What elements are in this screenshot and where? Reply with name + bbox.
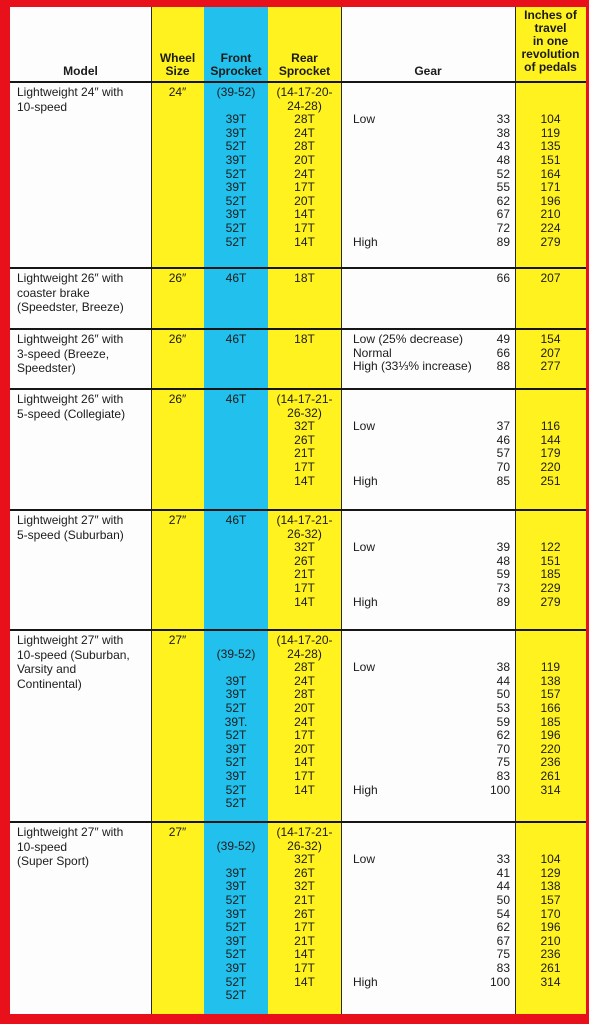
inches-travel-value: 164 — [540, 166, 561, 181]
model-description: Lightweight 27″ with — [17, 513, 124, 527]
front-sprocket-value: 39T — [225, 933, 247, 948]
inches-travel-value: 119 — [540, 125, 561, 140]
rear-sprocket-value: 18T — [294, 332, 315, 346]
rear-sprocket-value: 28T — [294, 687, 315, 702]
rear-sprocket-value: 14T — [294, 782, 315, 797]
front-sprocket-value: 39T — [225, 769, 247, 783]
gear-label: High — [353, 782, 378, 797]
wheel-size-value: 27″ — [168, 513, 187, 527]
model-description: Lightweight 26″ with — [17, 392, 124, 406]
inches-travel-value: 116 — [540, 419, 561, 434]
inches-travel-value: 154 — [540, 332, 561, 346]
rear-sprocket-value: 17T — [294, 581, 315, 595]
gear-ratio-value: 70 — [496, 460, 510, 474]
gear-ratio-value: 49 — [496, 332, 510, 346]
rear-sprocket-value: 21T — [294, 933, 315, 948]
model-description: Lightweight 27″ with — [17, 633, 124, 647]
rear-sprocket-value: (14-17-21- — [276, 392, 333, 406]
rear-sprocket-value: 14T — [294, 947, 315, 962]
model-description: Lightweight 24″ with — [17, 85, 124, 99]
header-rear-line: Sprocket — [278, 64, 331, 78]
rear-sprocket-value: 17T — [294, 961, 315, 975]
header-divider — [10, 81, 586, 83]
inches-travel-value: 279 — [540, 234, 561, 249]
header-inches-of-travel — [515, 9, 586, 74]
rear-sprocket-value: 20T — [294, 193, 315, 208]
gear-ratio-value: 52 — [496, 166, 510, 181]
rear-sprocket-value: 14T — [294, 974, 315, 989]
gear-ratio-value: 62 — [496, 728, 510, 743]
rear-sprocket-value: 17T — [294, 920, 315, 935]
front-sprocket-value: 52T — [225, 166, 247, 181]
inches-travel-value: 251 — [540, 473, 561, 488]
gear-ratio-value: 62 — [496, 193, 510, 208]
rear-sprocket-value: 32T — [294, 852, 315, 867]
wheel-size-value: 26″ — [168, 392, 187, 406]
front-sprocket-value: 52T — [225, 139, 247, 154]
front-sprocket-value: 52T — [225, 974, 247, 989]
gear-ratio-value: 88 — [496, 359, 510, 374]
header-front-sprocket — [204, 52, 268, 78]
section-divider — [10, 821, 586, 823]
gear-label: High — [353, 473, 378, 488]
gear-label: Low — [353, 852, 376, 867]
front-sprocket-value: 52T — [225, 782, 247, 797]
inches-travel-value: 279 — [540, 594, 561, 609]
model-description: (Speedster, Breeze) — [17, 300, 124, 314]
rear-sprocket-value: (14-17-20- — [276, 633, 333, 647]
gear-ratio-value: 83 — [496, 769, 510, 783]
inches-travel-value: 261 — [540, 961, 561, 975]
rear-sprocket-value: 18T — [294, 271, 315, 285]
rear-sprocket-value: 21T — [294, 893, 315, 907]
front-sprocket-value: 39T — [225, 865, 247, 880]
gear-ratio-value: 83 — [496, 961, 510, 975]
inches-travel-value: 210 — [540, 207, 561, 222]
rear-sprocket-value: 17T — [294, 460, 315, 474]
model-description: coaster brake — [17, 285, 90, 300]
gear-ratio-value: 59 — [496, 714, 510, 729]
model-description: 5-speed (Suburban) — [17, 527, 124, 542]
rear-sprocket-value: 24-28) — [287, 646, 322, 661]
inches-travel-value: 207 — [540, 271, 561, 285]
gear-chart-table — [10, 7, 586, 1014]
front-sprocket-value: 39T. — [224, 714, 248, 729]
gear-ratio-value: 67 — [496, 933, 510, 948]
gear-ratio-value: 100 — [489, 782, 510, 797]
section-divider — [10, 509, 586, 511]
rear-sprocket-value: 14T — [294, 473, 315, 488]
gear-ratio-value: 89 — [496, 234, 510, 249]
gear-ratio-value: 53 — [496, 701, 510, 715]
rear-sprocket-value: 20T — [294, 701, 315, 715]
gear-ratio-value: 66 — [496, 271, 510, 285]
inches-travel-value: 229 — [540, 581, 561, 595]
rear-sprocket-value: 17T — [294, 769, 315, 783]
inches-travel-value: 135 — [540, 139, 561, 154]
inches-travel-value: 138 — [540, 673, 561, 688]
gear-ratio-value: 33 — [496, 112, 510, 127]
rear-sprocket-value: 14T — [294, 234, 315, 249]
model-description: 10-speed (Suburban, — [17, 647, 130, 662]
model-description: Lightweight 26″ with — [17, 271, 124, 285]
front-sprocket-value: 52T — [225, 728, 247, 743]
inches-travel-value: 196 — [540, 920, 561, 935]
front-sprocket-value: 52T — [225, 193, 247, 208]
inches-travel-value: 138 — [540, 879, 561, 894]
gear-ratio-value: 54 — [496, 906, 510, 921]
inches-travel-value: 104 — [540, 112, 561, 127]
inches-travel-value: 277 — [540, 359, 561, 374]
header-model: Model — [63, 64, 98, 78]
rear-sprocket-value: 26-32) — [287, 526, 322, 541]
gear-ratio-value: 44 — [496, 673, 510, 688]
gear-label: Low (25% decrease) — [353, 332, 464, 346]
rear-sprocket-value: 24-28) — [287, 98, 322, 113]
gear-ratio-value: 75 — [496, 755, 510, 770]
header-wheel-line: Wheel — [159, 51, 196, 65]
inches-travel-value: 144 — [540, 432, 561, 447]
inches-travel-value: 179 — [540, 446, 561, 461]
inches-travel-value: 119 — [540, 660, 561, 675]
wheel-size-value: 27″ — [168, 633, 187, 647]
front-sprocket-value: 39T — [225, 687, 247, 702]
front-sprocket-value: 39T — [225, 207, 247, 222]
rear-sprocket-value: 24T — [294, 673, 315, 688]
inches-travel-value: 314 — [540, 974, 561, 989]
gear-label: Low — [353, 660, 376, 675]
inches-travel-value: 261 — [540, 769, 561, 783]
front-sprocket-value: 52T — [225, 755, 247, 770]
gear-ratio-value: 72 — [496, 221, 510, 235]
inches-travel-value: 185 — [540, 567, 561, 582]
rear-sprocket-value: 20T — [294, 153, 315, 167]
front-sprocket-value: 39T — [225, 180, 247, 195]
header-wheel-size — [151, 52, 204, 78]
front-sprocket-value: 46T — [225, 332, 247, 346]
section-divider — [10, 629, 586, 631]
rear-sprocket-value: 26T — [294, 906, 315, 921]
rear-sprocket-value: 26-32) — [287, 838, 322, 853]
section-divider — [10, 328, 586, 330]
gear-ratio-value: 50 — [496, 893, 510, 907]
front-sprocket-value: 39T — [225, 112, 247, 127]
header-inches-line: revolution — [521, 47, 580, 61]
rear-sprocket-value: 26T — [294, 553, 315, 568]
inches-travel-value: 104 — [540, 852, 561, 867]
gear-ratio-value: 55 — [496, 180, 510, 195]
gear-ratio-value: 73 — [496, 581, 510, 595]
gear-ratio-value: 38 — [496, 125, 510, 140]
rear-sprocket-value: 24T — [294, 166, 315, 181]
rear-sprocket-value: 28T — [294, 660, 315, 675]
gear-ratio-value: 75 — [496, 947, 510, 962]
inches-travel-value: 196 — [540, 193, 561, 208]
inches-travel-value: 170 — [540, 906, 561, 921]
inches-travel-value: 171 — [540, 180, 561, 195]
model-description: 10-speed — [17, 99, 68, 114]
wheel-size-value: 27″ — [168, 825, 187, 839]
front-sprocket-value: 52T — [225, 988, 247, 1003]
rear-sprocket-value: 14T — [294, 755, 315, 770]
header-inches-line: of pedals — [524, 60, 577, 74]
header-inches-line: travel — [534, 21, 567, 35]
inches-travel-value: 129 — [540, 865, 561, 880]
inches-travel-value: 157 — [540, 893, 561, 907]
inches-travel-value: 122 — [540, 540, 561, 555]
header-wheel-line: Size — [165, 64, 190, 78]
gear-ratio-value: 59 — [496, 567, 510, 582]
gear-ratio-value: 37 — [496, 419, 510, 434]
gear-ratio-value: 38 — [496, 660, 510, 675]
section-divider — [10, 388, 586, 390]
rear-sprocket-value: 20T — [294, 741, 315, 756]
inches-travel-value: 196 — [540, 728, 561, 743]
gear-ratio-value: 41 — [496, 865, 510, 880]
inches-travel-value: 236 — [540, 755, 561, 770]
gear-ratio-value: 66 — [496, 345, 510, 360]
gear-ratio-value: 44 — [496, 879, 510, 894]
inches-travel-value: 314 — [540, 782, 561, 797]
inches-travel-value: 236 — [540, 947, 561, 962]
front-sprocket-value: 46T — [225, 513, 247, 527]
rear-sprocket-value: 32T — [294, 879, 315, 894]
gear-label: High — [353, 594, 378, 609]
gear-label: Low — [353, 419, 376, 434]
gear-ratio-value: 33 — [496, 852, 510, 867]
front-sprocket-value: 52T — [225, 947, 247, 962]
inches-travel-value: 185 — [540, 714, 561, 729]
gear-ratio-value: 43 — [496, 139, 510, 154]
section-divider — [10, 267, 586, 269]
rear-sprocket-value: (14-17-20- — [276, 85, 333, 99]
front-sprocket-value: (39-52) — [216, 646, 256, 661]
rear-sprocket-value: 28T — [294, 112, 315, 127]
rear-sprocket-value: 32T — [294, 419, 315, 434]
gear-ratio-value: 57 — [496, 446, 510, 461]
front-sprocket-value: 39T — [225, 673, 247, 688]
header-front-line: Front — [220, 51, 252, 65]
model-description: (Super Sport) — [17, 854, 90, 868]
gear-ratio-value: 62 — [496, 920, 510, 935]
rear-sprocket-value: 14T — [294, 594, 315, 609]
header-inches-line: in one — [532, 34, 569, 48]
gear-ratio-value: 39 — [496, 540, 510, 555]
inches-travel-value: 151 — [540, 153, 561, 167]
front-sprocket-value: 52T — [225, 221, 247, 235]
rear-sprocket-value: 17T — [294, 728, 315, 743]
rear-sprocket-value: 32T — [294, 540, 315, 555]
gear-ratio-value: 50 — [496, 687, 510, 702]
gear-ratio-value: 70 — [496, 741, 510, 756]
header-gear: Gear — [414, 64, 442, 78]
wheel-size-value: 26″ — [168, 332, 187, 346]
model-description: Varsity and — [17, 662, 77, 676]
gear-ratio-value: 48 — [496, 153, 510, 167]
model-description: 3-speed (Breeze, — [17, 346, 110, 361]
front-sprocket-value: (39-52) — [216, 838, 256, 853]
rear-sprocket-value: (14-17-21- — [276, 513, 333, 527]
inches-travel-value: 151 — [540, 553, 561, 568]
gear-ratio-value: 67 — [496, 207, 510, 222]
inches-travel-value: 157 — [540, 687, 561, 702]
rear-sprocket-value: 28T — [294, 139, 315, 154]
rear-sprocket-value: 21T — [294, 567, 315, 582]
gear-label: High — [353, 974, 378, 989]
gear-ratio-value: 85 — [496, 473, 510, 488]
front-sprocket-value: 39T — [225, 741, 247, 756]
rear-sprocket-value: 26T — [294, 865, 315, 880]
model-description: 5-speed (Collegiate) — [17, 406, 126, 421]
gear-ratio-value: 89 — [496, 594, 510, 609]
rear-sprocket-value: 14T — [294, 207, 315, 222]
rear-sprocket-value: 26-32) — [287, 405, 322, 420]
gear-ratio-value: 100 — [489, 974, 510, 989]
front-sprocket-value: 52T — [225, 234, 247, 249]
inches-travel-value: 220 — [540, 741, 561, 756]
front-sprocket-value: 39T — [225, 961, 247, 975]
inches-travel-value: 220 — [540, 460, 561, 474]
model-description: Lightweight 26″ with — [17, 332, 124, 346]
gear-label: Low — [353, 540, 376, 555]
front-sprocket-value: 46T — [225, 271, 247, 285]
header-rear-sprocket — [268, 52, 341, 78]
rear-sprocket-value: 24T — [294, 714, 315, 729]
gear-label: Low — [353, 112, 376, 127]
header-inches-line: Inches of — [524, 8, 577, 22]
model-description: Continental) — [17, 676, 82, 691]
inches-travel-value: 210 — [540, 933, 561, 948]
rear-sprocket-value: 26T — [294, 432, 315, 447]
front-sprocket-value: 39T — [225, 125, 247, 140]
inches-travel-value: 166 — [540, 701, 561, 715]
rear-sprocket-value: 17T — [294, 221, 315, 235]
gear-ratio-value: 48 — [496, 553, 510, 568]
front-sprocket-value: 39T — [225, 879, 247, 894]
gear-label: High — [353, 234, 378, 249]
model-description: Lightweight 27″ with — [17, 825, 124, 839]
front-sprocket-value: 39T — [225, 153, 247, 167]
inches-travel-value: 224 — [540, 221, 561, 235]
gear-label: Normal — [353, 345, 392, 360]
gear-label: High (33⅓% increase) — [353, 359, 472, 374]
rear-sprocket-value: 17T — [294, 180, 315, 195]
model-description: 10-speed — [17, 839, 68, 854]
front-sprocket-value: 52T — [225, 701, 247, 715]
gear-ratio-value: 46 — [496, 432, 510, 447]
wheel-size-value: 24″ — [168, 85, 187, 99]
wheel-size-value: 26″ — [168, 271, 187, 285]
rear-sprocket-value: 21T — [294, 446, 315, 461]
header-front-line: Sprocket — [210, 64, 262, 78]
front-sprocket-value: 46T — [225, 392, 247, 406]
header-rear-line: Rear — [291, 51, 318, 65]
rear-sprocket-value: 24T — [294, 125, 315, 140]
front-sprocket-value: (39-52) — [216, 85, 256, 99]
rear-sprocket-value: (14-17-21- — [276, 825, 333, 839]
inches-travel-value: 207 — [540, 345, 561, 360]
model-description: Speedster) — [17, 361, 76, 375]
front-sprocket-value: 52T — [225, 796, 247, 811]
front-sprocket-value: 39T — [225, 906, 247, 921]
front-sprocket-value: 52T — [225, 893, 247, 907]
front-sprocket-value: 52T — [225, 920, 247, 935]
